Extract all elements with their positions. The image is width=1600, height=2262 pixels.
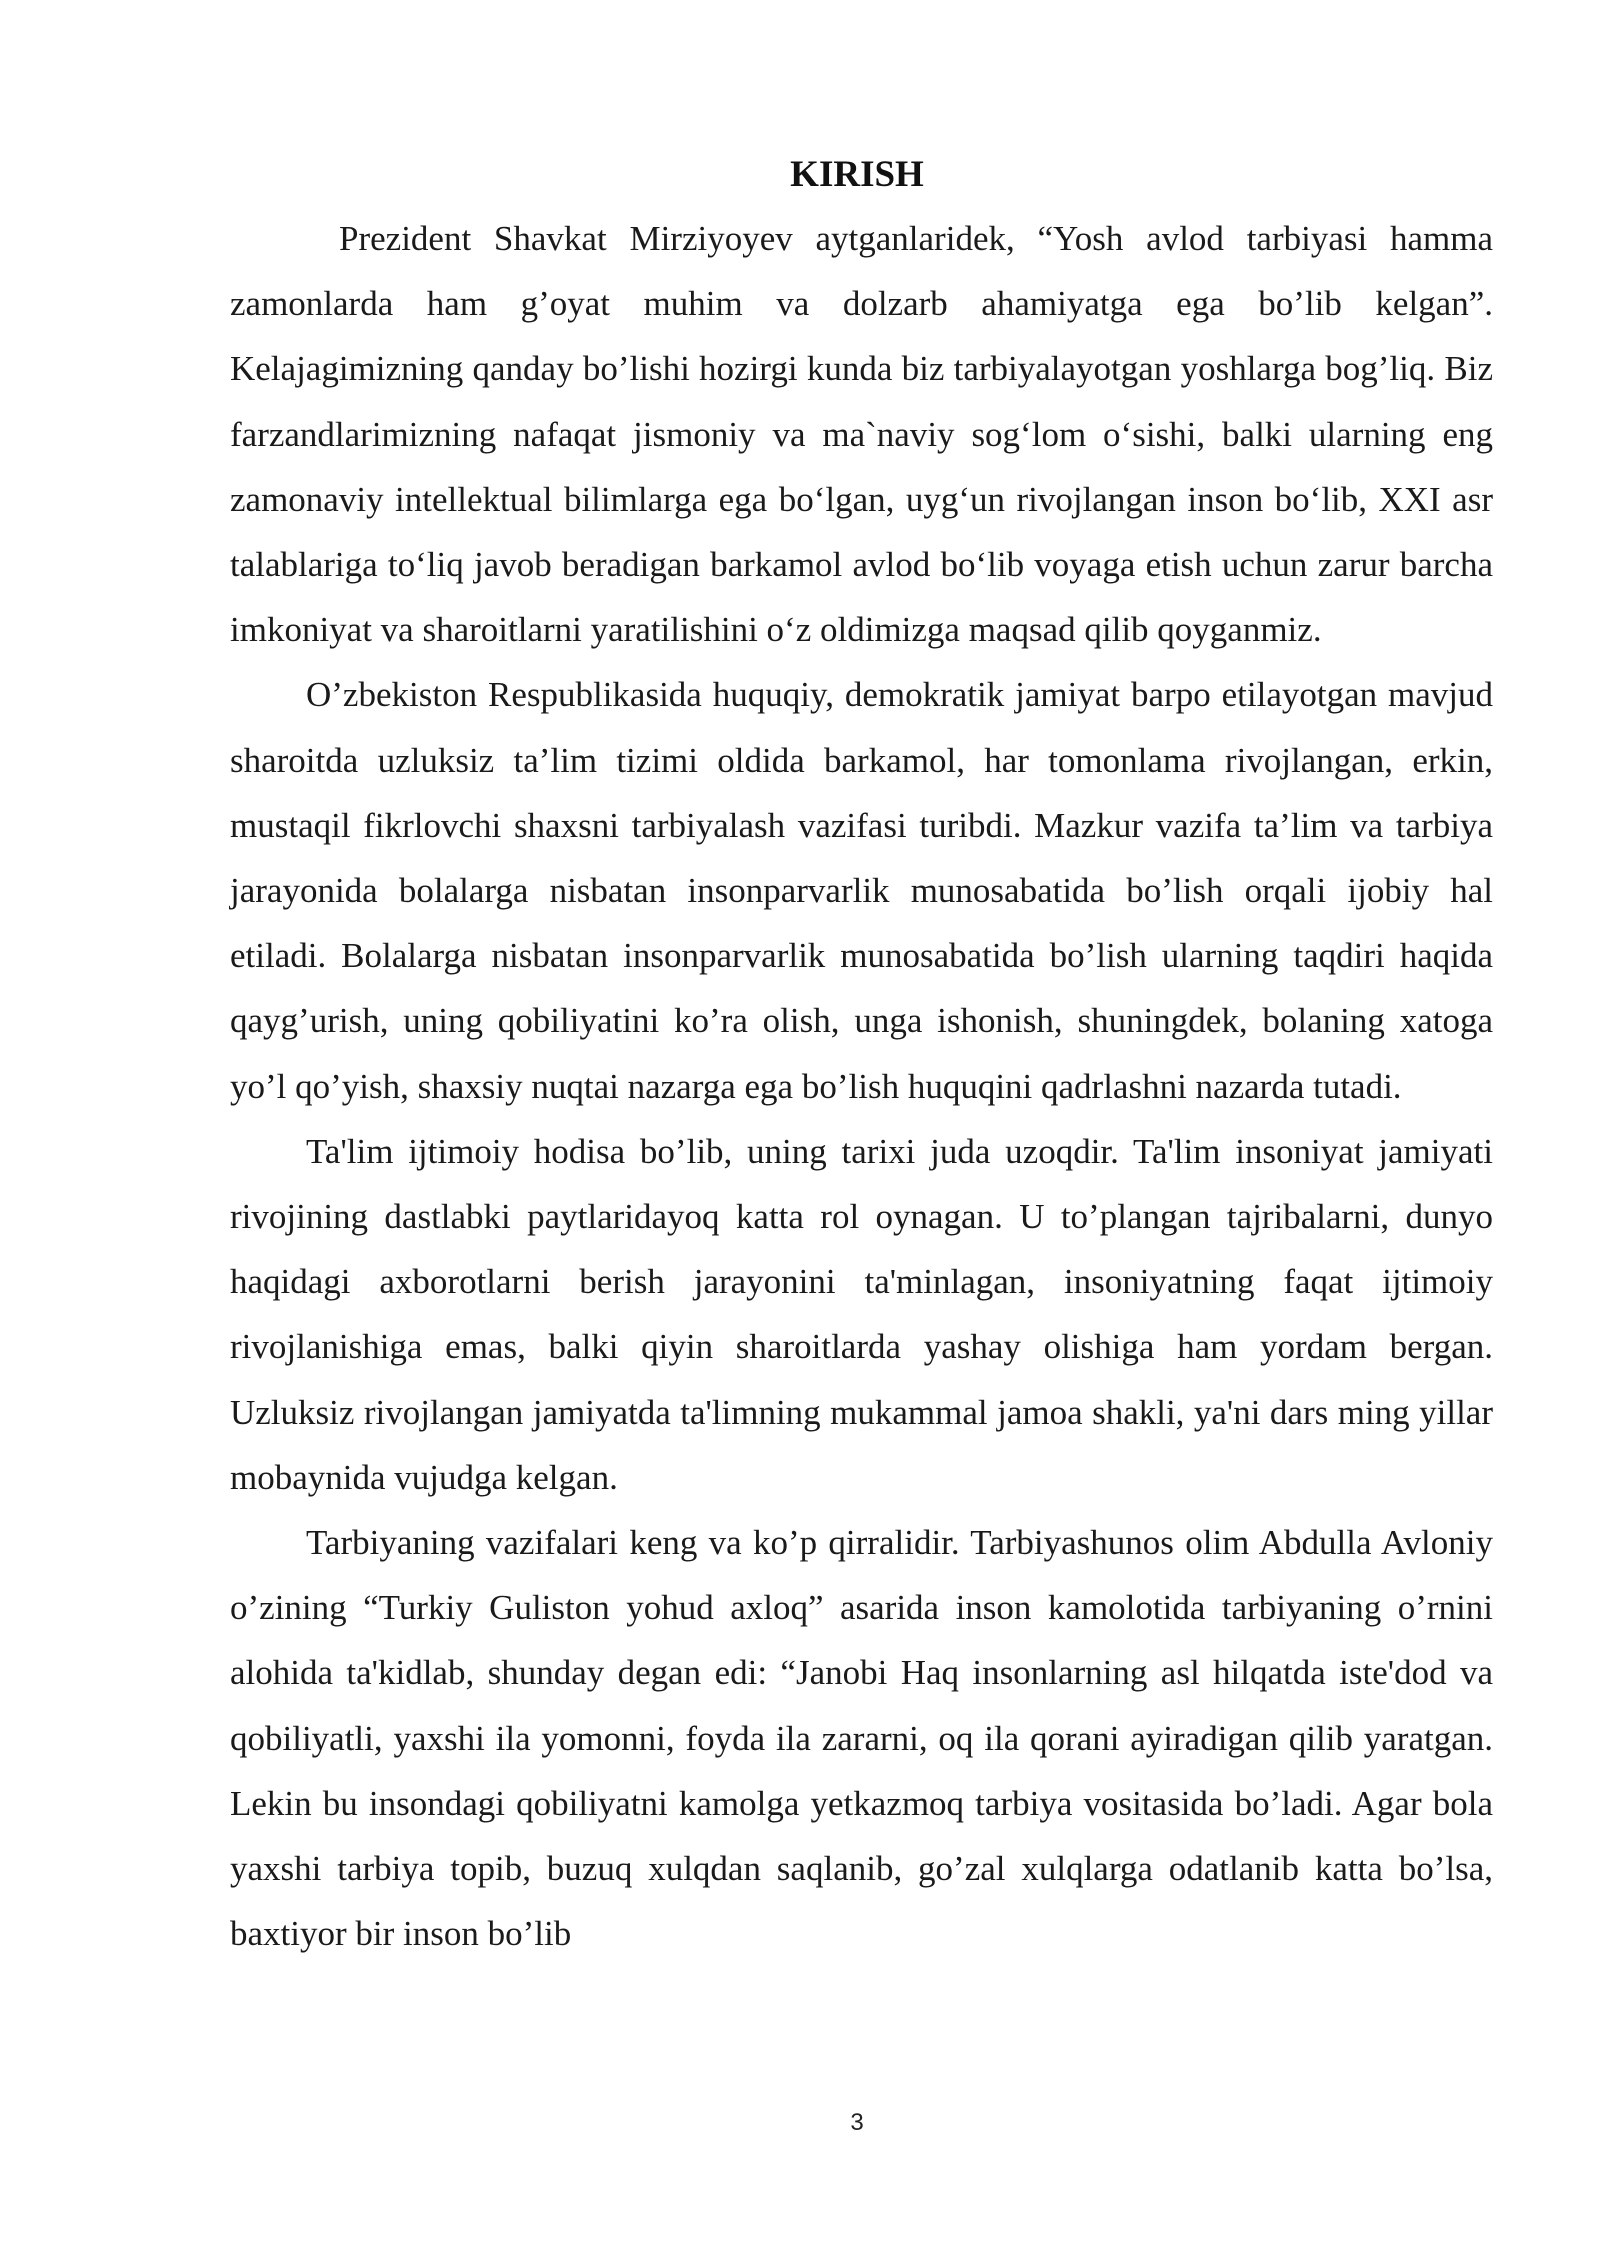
paragraph: Ta'lim ijtimoiy hodisa bo’lib, uning tarixi juda uzoqdir. Ta'lim insoniyat jamiyati rivojining dastlabki paytlaridayoq katta rol oynagan. U to’plangan tajribalarni, dunyo haqidagi axborotlarni berish jarayonini ta'minlagan, insoniyatning faqat ijtimoiy rivojlanishiga emas, balki qiyin sharoitlarda yashay olishiga ham yordam bergan. Uzluksiz rivojlangan jamiyatda ta'limning mukammal jamoa shakli, ya'ni dars ming yillar mobaynida vujudga kelgan. xyxy=(230,1131,1493,1497)
paragraph: O’zbekiston Respublikasida huquqiy, demokratik jamiyat barpo etilayotgan mavjud sharoitda uzluksiz ta’lim tizimi oldida barkamol, har tomonlama rivojlangan, erkin, mustaqil fikrlovchi shaxsni tarbiyalash vazifasi turibdi. Mazkur vazifa ta’lim va tarbiya jarayonida bolalarga nisbatan insonparvarlik munosabatida bo’lish orqali ijobiy hal etiladi. Bolalarga nisbatan insonparvarlik munosabatida bo’lish ularning taqdiri haqida qayg’urish, uning qobiliyatini ko’ra olish, unga ishonish, shuningdek, bolaning xatoga yo’l qo’yish, shaxsiy nuqtai nazarga ega bo’lish huquqini qadrlashni nazarda tutadi. xyxy=(230,675,1493,1106)
body-text xyxy=(230,206,1493,1966)
page-number: 3 xyxy=(850,2109,864,2136)
paragraph: Tarbiyaning vazifalari keng va ko’p qirralidir. Tarbiyashunos olim Abdulla Avloniy o’zining “Turkiy Guliston yohud axloq” asarida inson kamolotida tarbiyaning o’rnini alohida ta'kidlab, shunday degan edi: “Janobi Haq insonlarning asl hilqatda iste'dod va qobiliyatli, yaxshi ila yomonni, foyda ila zararni, oq ila qorani ayiradigan qilib yaratgan. Lekin bu insondagi qobiliyatni kamolga yetkazmoq tarbiya vositasida bo’ladi. Agar bola yaxshi tarbiya topib, buzuq xulqdan saqlanib, go’zal xulqlarga odatlanib katta bo’lsa, baxtiyor bir inson bo’lib xyxy=(230,1523,1493,1954)
page-heading: KIRISH xyxy=(790,154,924,195)
paragraph: Prezident Shavkat Mirziyoyev aytganlaridek, “Yosh avlod tarbiyasi hamma zamonlarda ham g’oyat muhim va dolzarb ahamiyatga ega bo’lib kelgan”. Kelajagimizning qanday bo’lishi hozirgi kunda biz tarbiyalayotgan yoshlarga bog’liq. Biz farzandlarimizning nafaqat jismoniy va ma`naviy sog‘lom o‘sishi, balki ularning eng zamonaviy intellektual bilimlarga ega bo‘lgan, uyg‘un rivojlangan inson bo‘lib, XXI asr talablariga to‘liq javob beradigan barkamol avlod bo‘lib voyaga etish uchun zarur barcha imkoniyat va sharoitlarni yaratilishini o‘z oldimizga maqsad qilib qoyganmiz. xyxy=(230,219,1493,650)
